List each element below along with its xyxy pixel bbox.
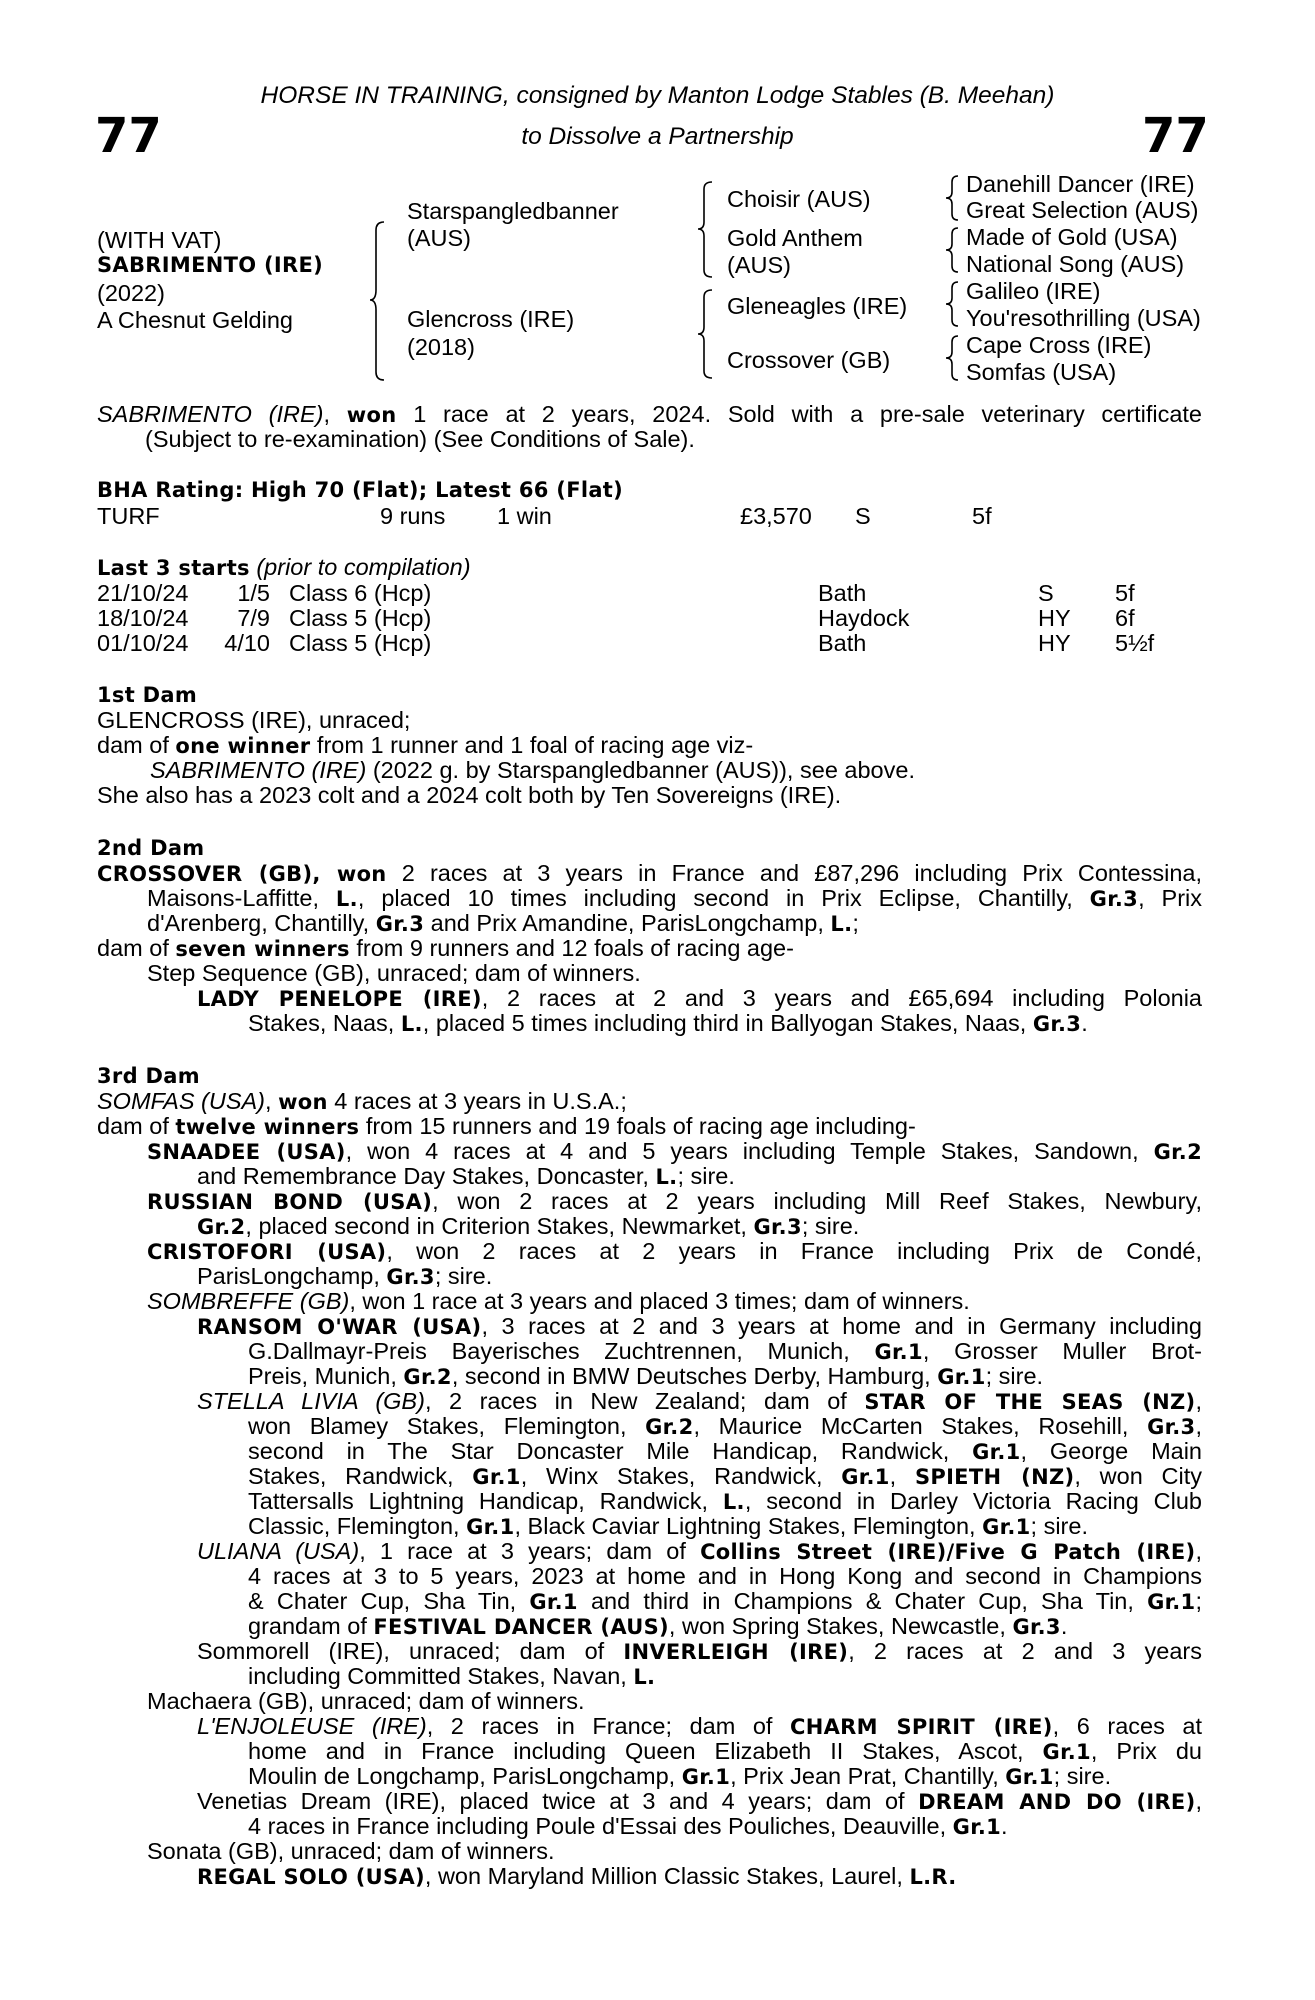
dam3-line-28: Moulin de Longchamp, ParisLongchamp, Gr.1, Prix Jean Prat, Chantilly, Gr.1; sire.	[248, 1763, 1112, 1789]
row-course: Bath	[818, 580, 867, 606]
row-position: 7/9	[237, 605, 270, 631]
sire-name: Starspangledbanner	[407, 198, 619, 224]
g3-1: Danehill Dancer (IRE)	[966, 171, 1195, 197]
dam3-line-14: won Blamey Stakes, Flemington, Gr.2, Maurice McCarten Stakes, Rosehill, Gr.3,	[248, 1413, 1202, 1439]
dam3-line-21: & Chater Cup, Sha Tin, Gr.1 and third in Champions & Chater Cup, Sha Tin, Gr.1;	[248, 1588, 1202, 1614]
dam3-line-4: and Remembrance Day Stakes, Doncaster, L.; sire.	[197, 1163, 735, 1189]
dam1-line-1: GLENCROSS (IRE), unraced;	[97, 707, 411, 733]
dam2-line-1: CROSSOVER (GB), won 2 races at 3 years in France and £87,296 including Prix Contessina,	[97, 860, 1202, 886]
dam3-line-5: RUSSIAN BOND (USA), won 2 races at 2 years including Mill Reef Stakes, Newbury,	[147, 1188, 1202, 1214]
row-course: Bath	[818, 630, 867, 656]
rating-distance: 5f	[972, 503, 992, 529]
dam3-line-30: 4 races in France including Poule d'Essai des Pouliches, Deauville, Gr.1.	[248, 1813, 1008, 1839]
g3-6: You'resothrilling (USA)	[966, 305, 1201, 331]
rating-surface: TURF	[97, 503, 160, 529]
pedigree-bracket-1	[370, 222, 386, 380]
row-class: Class 5 (Hcp)	[289, 605, 432, 631]
g3-3: Made of Gold (USA)	[966, 224, 1178, 250]
dam2-title: 2nd Dam	[97, 836, 205, 860]
vat-note: (WITH VAT)	[97, 227, 222, 253]
row-going: HY	[1038, 605, 1071, 631]
dam3-line-7: CRISTOFORI (USA), won 2 races at 2 years in France including Prix de Condé,	[147, 1238, 1202, 1264]
dam3-line-31: Sonata (GB), unraced; dam of winners.	[147, 1838, 555, 1864]
summary-won: won	[346, 403, 397, 427]
dam3-line-17: Tattersalls Lightning Handicap, Randwick, L., second in Darley Victoria Racing Club	[248, 1488, 1202, 1514]
dam1-title: 1st Dam	[97, 683, 198, 707]
horse-description: A Chesnut Gelding	[97, 307, 293, 333]
lot-number-left: 77	[95, 108, 162, 164]
rating-title: BHA Rating: High 70 (Flat); Latest 66 (Flat)	[97, 478, 624, 502]
sire-dam-origin: (AUS)	[727, 252, 791, 278]
dam3-line-25: Machaera (GB), unraced; dam of winners.	[147, 1688, 585, 1714]
dam3-line-32: REGAL SOLO (USA), won Maryland Million Classic Stakes, Laurel, L.R.	[197, 1863, 957, 1889]
dam3-line-3: SNAADEE (USA), won 4 races at 4 and 5 years including Temple Stakes, Sandown, Gr.2	[147, 1138, 1202, 1164]
dam3-line-15: second in The Star Doncaster Mile Handicap, Randwick, Gr.1, George Main	[248, 1438, 1202, 1464]
g3-2: Great Selection (AUS)	[966, 197, 1199, 223]
horse-year: (2022)	[97, 280, 165, 306]
pedigree-bracket-4	[946, 176, 960, 220]
dam3-line-20: 4 races at 3 to 5 years, 2023 at home and in Hong Kong and second in Champions	[248, 1563, 1202, 1589]
dam1-line-3: SABRIMENTO (IRE) (2022 g. by Starspangledbanner (AUS)), see above.	[150, 757, 915, 783]
last3-note: (prior to compilation)	[256, 554, 471, 580]
rating-wins: 1 win	[497, 503, 552, 529]
header-line-2: to Dissolve a Partnership	[521, 123, 794, 150]
row-date: 21/10/24	[97, 580, 189, 606]
pedigree-bracket-6	[946, 282, 960, 326]
row-date: 01/10/24	[97, 630, 189, 656]
g3-8: Somfas (USA)	[966, 359, 1117, 385]
row-course: Haydock	[818, 605, 910, 631]
dam2-line-3: d'Arenberg, Chantilly, Gr.3 and Prix Amandine, ParisLongchamp, L.;	[147, 910, 859, 936]
summary-line-2: (Subject to re-examination) (See Conditions of Sale).	[145, 426, 695, 452]
summary-horse: SABRIMENTO (IRE)	[97, 401, 324, 427]
g3-7: Cape Cross (IRE)	[966, 332, 1152, 358]
rating-runs: 9 runs	[380, 503, 446, 529]
summary-text-1: 1 race at 2 years, 2024. Sold with a pre-sale veterinary certificate	[413, 401, 1203, 427]
dam3-line-24: including Committed Stakes, Navan, L.	[248, 1663, 656, 1689]
row-class: Class 5 (Hcp)	[289, 630, 432, 656]
dam3-line-18: Classic, Flemington, Gr.1, Black Caviar Lightning Stakes, Flemington, Gr.1; sire.	[248, 1513, 1088, 1539]
g3-4: National Song (AUS)	[966, 251, 1185, 277]
dam-year: (2018)	[407, 334, 475, 360]
dam3-line-11: G.Dallmayr-Preis Bayerisches Zuchtrennen, Munich, Gr.1, Grosser Muller Brot-	[248, 1338, 1202, 1364]
pedigree-bracket-2	[698, 182, 714, 277]
sire-sire: Choisir (AUS)	[727, 186, 871, 212]
dam2-line-4: dam of seven winners from 9 runners and 12 foals of racing age-	[97, 935, 794, 961]
row-going: HY	[1038, 630, 1071, 656]
row-going: S	[1038, 580, 1054, 606]
dam3-line-23: Sommorell (IRE), unraced; dam of INVERLEIGH (IRE), 2 races at 2 and 3 years	[197, 1638, 1202, 1664]
dam3-line-27: home and in France including Queen Elizabeth II Stakes, Ascot, Gr.1, Prix du	[248, 1738, 1202, 1764]
dam-sire: Gleneagles (IRE)	[727, 293, 908, 319]
dam1-line-4: She also has a 2023 colt and a 2024 colt both by Ten Sovereigns (IRE).	[97, 782, 842, 808]
row-distance: 6f	[1115, 605, 1135, 631]
pedigree-bracket-3	[698, 290, 714, 378]
row-distance: 5½f	[1115, 630, 1155, 656]
dam3-line-12: Preis, Munich, Gr.2, second in BMW Deutsches Derby, Hamburg, Gr.1; sire.	[248, 1363, 1044, 1389]
dam3-line-1: SOMFAS (USA), won 4 races at 3 years in U.S.A.;	[97, 1088, 627, 1114]
dam3-line-10: RANSOM O'WAR (USA), 3 races at 2 and 3 years at home and in Germany including	[197, 1313, 1202, 1339]
dam2-line-5: Step Sequence (GB), unraced; dam of winners.	[147, 960, 641, 986]
row-position: 4/10	[224, 630, 270, 656]
dam3-line-19: ULIANA (USA), 1 race at 3 years; dam of Collins Street (IRE)/Five G Patch (IRE),	[197, 1538, 1202, 1564]
dam2-line-7: Stakes, Naas, L., placed 5 times including third in Ballyogan Stakes, Naas, Gr.3.	[248, 1010, 1088, 1036]
dam2-line-2: Maisons-Laffitte, L., placed 10 times including second in Prix Eclipse, Chantilly, Gr.3, Prix	[147, 885, 1202, 911]
dam3-line-2: dam of twelve winners from 15 runners and 19 foals of racing age including-	[97, 1113, 916, 1139]
dam3-line-8: ParisLongchamp, Gr.3; sire.	[197, 1263, 493, 1289]
rating-prize: £3,570	[740, 503, 812, 529]
g3-5: Galileo (IRE)	[966, 278, 1101, 304]
pedigree-bracket-5	[946, 228, 960, 272]
row-position: 1/5	[237, 580, 270, 606]
row-class: Class 6 (Hcp)	[289, 580, 432, 606]
row-distance: 5f	[1115, 580, 1135, 606]
summary-line-1: SABRIMENTO (IRE), won 1 race at 2 years, 2024. Sold with a pre-sale veterinary certificate	[97, 401, 1203, 427]
dam3-line-13: STELLA LIVIA (GB), 2 races in New Zealand; dam of STAR OF THE SEAS (NZ),	[197, 1388, 1202, 1414]
lot-number-right: 77	[1142, 108, 1209, 164]
dam3-line-6: Gr.2, placed second in Criterion Stakes, Newmarket, Gr.3; sire.	[197, 1213, 860, 1239]
rating-going: S	[855, 503, 871, 529]
dam3-title: 3rd Dam	[97, 1064, 200, 1088]
dam3-line-22: grandam of FESTIVAL DANCER (AUS), won Spring Stakes, Newcastle, Gr.3.	[248, 1613, 1068, 1639]
dam-name: Glencross (IRE)	[407, 306, 575, 332]
dam3-line-9: SOMBREFFE (GB), won 1 race at 3 years and placed 3 times; dam of winners.	[147, 1288, 970, 1314]
last3-title: Last 3 starts	[97, 556, 250, 580]
last3-heading	[97, 554, 471, 581]
sire-dam-name: Gold Anthem	[727, 225, 863, 251]
sire-origin: (AUS)	[407, 225, 471, 251]
dam3-line-29: Venetias Dream (IRE), placed twice at 3 and 4 years; dam of DREAM AND DO (IRE),	[197, 1788, 1203, 1814]
dam2-line-6: LADY PENELOPE (IRE), 2 races at 2 and 3 years and £65,694 including Polonia	[197, 985, 1202, 1011]
horse-name: SABRIMENTO (IRE)	[97, 253, 323, 277]
pedigree-bracket-7	[946, 336, 960, 380]
dam-dam: Crossover (GB)	[727, 347, 891, 373]
dam3-line-26: L'ENJOLEUSE (IRE), 2 races in France; dam of CHARM SPIRIT (IRE), 6 races at	[197, 1713, 1203, 1739]
dam1-line-2: dam of one winner from 1 runner and 1 foal of racing age viz-	[97, 732, 754, 758]
row-date: 18/10/24	[97, 605, 189, 631]
header-line-1: HORSE IN TRAINING, consigned by Manton Lodge Stables (B. Meehan)	[260, 82, 1055, 109]
dam3-line-16: Stakes, Randwick, Gr.1, Winx Stakes, Randwick, Gr.1, SPIETH (NZ), won City	[248, 1463, 1203, 1489]
